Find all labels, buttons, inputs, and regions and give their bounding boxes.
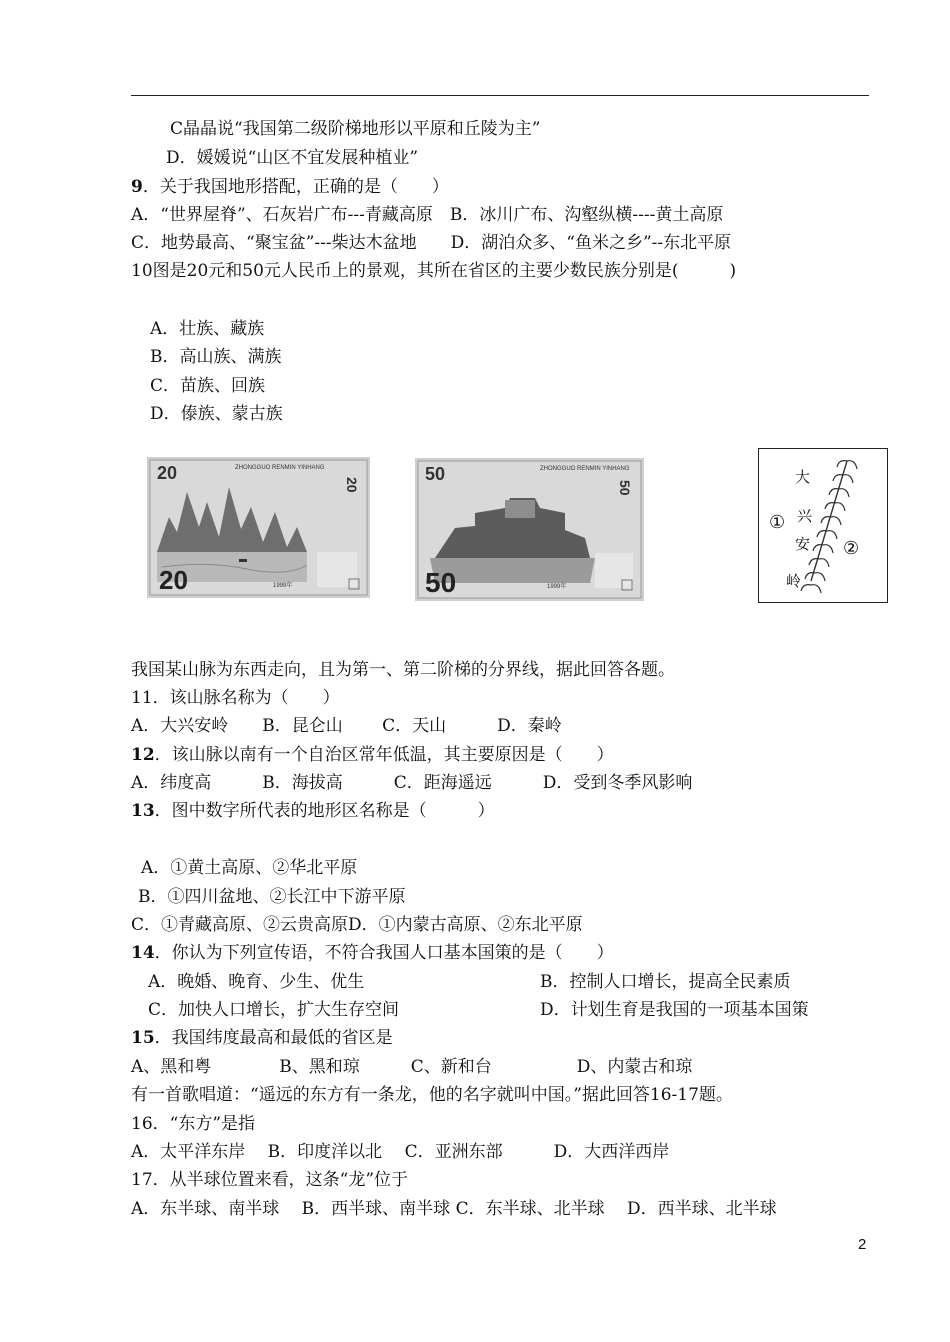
banknote-20-denomination: 20 xyxy=(159,565,188,595)
q11-options: A．大兴安岭 B．昆仑山 C．天山 D．秦岭 xyxy=(131,716,562,736)
banknote-50-denomination: 50 xyxy=(425,567,457,598)
q16-options: A．太平洋东岸 B．印度洋以北 C．亚洲东部 D．大西洋西岸 xyxy=(131,1142,670,1162)
banknote-50-year: 1999年 xyxy=(547,584,567,590)
q10-option-c: C．苗族、回族 xyxy=(150,376,266,396)
map-marker-2: ② xyxy=(843,538,860,559)
intro-11-13: 我国某山脉为东西走向，且为第一、第二阶梯的分界线，据此回答各题。 xyxy=(131,660,675,680)
banknote-20-corner-denomination: 20 xyxy=(157,463,178,483)
map-label-char-3: 安 xyxy=(795,535,811,553)
q9-options-cd: C．地势最高、“聚宝盆”---柴达木盆地 D．湖泊众多、“鱼米之乡”--东北平原 xyxy=(131,233,732,253)
q13-stem xyxy=(131,800,495,822)
q9-number: 9 xyxy=(131,177,143,197)
q14-stem-text: ．你认为下列宣传语，不符合我国人口基本国策的是（ ） xyxy=(154,943,614,963)
q14-stem xyxy=(131,942,614,964)
q10-option-b: B．高山族、满族 xyxy=(150,347,282,367)
map-label-char-2: 兴 xyxy=(797,507,813,525)
q9-stem-text: ．关于我国地形搭配，正确的是（ ） xyxy=(142,177,449,197)
banknote-50-image xyxy=(415,458,644,601)
q9-options-ab: A．“世界屋脊”、石灰岩广布---青藏高原 B．冰川广布、沟壑纵横----黄土高原 xyxy=(131,205,724,225)
q14-number: 14 xyxy=(131,943,155,963)
q17-stem: 17．从半球位置来看，这条“龙”位于 xyxy=(131,1170,409,1190)
q9-stem xyxy=(131,176,449,198)
banknote-20-year: 1999年 xyxy=(273,583,293,589)
q13-number: 13 xyxy=(131,801,155,821)
map-label-char-4: 岭 xyxy=(786,572,802,590)
q10-option-a: A．壮族、藏族 xyxy=(150,319,265,339)
q8-option-d: D．媛媛说“山区不宜发展种植业” xyxy=(166,148,419,168)
q16-stem: 16．“东方”是指 xyxy=(131,1114,256,1134)
q15-stem-text: ．我国纬度最高和最低的省区是 xyxy=(154,1028,393,1048)
intro-16-17: 有一首歌唱道：“遥远的东方有一条龙，他的名字就叫中国。”据此回答16-17题。 xyxy=(131,1085,733,1105)
q13-option-b: B．①四川盆地、②长江中下游平原 xyxy=(138,887,406,907)
q12-number: 12 xyxy=(131,745,155,765)
map-label-char-1: 大 xyxy=(795,468,811,486)
banknote-20-side-denomination: 20 xyxy=(344,477,360,493)
q8-option-c: C晶晶说“我国第二级阶梯地形以平原和丘陵为主” xyxy=(170,119,541,139)
banknote-20-image xyxy=(147,457,370,598)
q12-stem xyxy=(131,744,614,766)
q14-option-b: B．控制人口增长，提高全民素质 xyxy=(540,972,791,992)
q10-option-d: D．傣族、蒙古族 xyxy=(150,404,283,424)
q15-options: A、黑和粤 B、黑和琼 C、新和台 D、内蒙古和琼 xyxy=(131,1057,693,1077)
q17-options: A．东半球、南半球 B．西半球、南半球 C．东半球、北半球 D．西半球、北半球 xyxy=(131,1199,777,1219)
q13-option-a: A．①黄土高原、②华北平原 xyxy=(141,858,358,878)
q13-options-cd: C．①青藏高原、②云贵高原D．①内蒙古高原、②东北平原 xyxy=(131,915,583,935)
q10-stem: 10图是20元和50元人民币上的景观，其所在省区的主要少数民族分别是( ) xyxy=(131,261,737,281)
q14-option-c: C．加快人口增长，扩大生存空间 xyxy=(148,1000,400,1020)
q13-stem-text: ．图中数字所代表的地形区名称是（ ） xyxy=(154,801,495,821)
banknote-20-header: ZHONGGUO RENMIN YINHANG xyxy=(235,465,325,471)
q15-stem xyxy=(131,1027,393,1049)
page-number: 2 xyxy=(858,1236,867,1253)
q14-option-a: A．晚婚、晚育、少生、优生 xyxy=(148,972,365,992)
q15-number: 15 xyxy=(131,1028,155,1048)
q12-stem-text: ．该山脉以南有一个自治区常年低温，其主要原因是（ ） xyxy=(154,745,614,765)
q12-options: A．纬度高 B．海拔高 C．距海遥远 D．受到冬季风影响 xyxy=(131,773,693,793)
banknote-50-corner-denomination: 50 xyxy=(425,464,446,484)
q11-stem: 11．该山脉名称为（ ） xyxy=(131,688,340,708)
map-marker-1: ① xyxy=(769,512,786,533)
header-rule xyxy=(131,95,869,96)
banknote-50-header: ZHONGGUO RENMIN YINHANG xyxy=(540,466,630,472)
q14-option-d: D．计划生育是我国的一项基本国策 xyxy=(540,1000,809,1020)
banknote-50-side-denomination: 50 xyxy=(617,480,633,496)
